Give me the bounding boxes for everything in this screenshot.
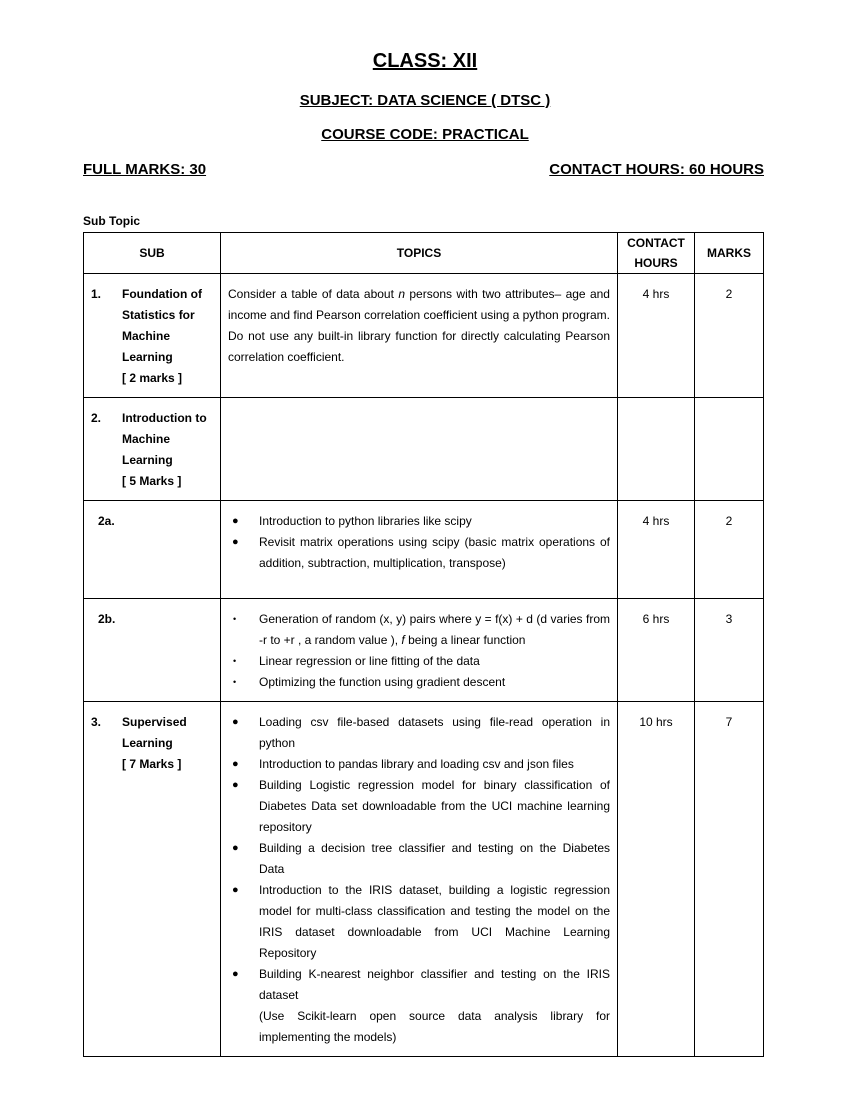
hours-cell: 10 hrs: [618, 702, 695, 1057]
subject-title: SUBJECT: DATA SCIENCE ( DTSC ): [299, 92, 551, 109]
marks-cell: 2: [695, 501, 764, 599]
column-header-sub: SUB: [84, 233, 221, 274]
column-header-contact-hours: CONTACT HOURS: [618, 233, 695, 274]
sub-topic-label: Sub Topic: [83, 214, 141, 228]
column-header-topics: TOPICS: [221, 233, 618, 274]
contact-hours-total: CONTACT HOURS: 60 HOURS: [549, 161, 764, 178]
table-row: [84, 501, 764, 599]
class-title: CLASS: XII: [372, 50, 478, 72]
topic-cell: [221, 501, 618, 599]
sub-cell: [84, 398, 221, 501]
list-item: ● Building K-nearest neighbor classifier and testing on the IRIS dataset: [232, 967, 610, 1002]
list-item: ● Building a decision tree classifier and testing on the Diabetes Data: [232, 841, 610, 876]
course-code-title: COURSE CODE: PRACTICAL: [321, 126, 529, 143]
list-item: ● Revisit matrix operations using scipy (basic matrix operations of addition, subtraction, multiplication, transpose): [232, 535, 610, 570]
hours-cell: 4 hrs: [618, 501, 695, 599]
topic-bullets: [228, 609, 610, 693]
topic-note: (Use Scikit-learn open source data analysis library for implementing the models): [259, 1009, 610, 1044]
list-item: ● Introduction to the IRIS dataset, building a logistic regression model for multi-class classification and testing the model on the IRIS dataset downloadable from UCI Machine Learning Repository: [232, 883, 610, 960]
topic-cell: [221, 599, 618, 702]
sub-marks: [ 7 Marks ]: [122, 757, 182, 771]
topic-cell: [221, 398, 618, 501]
row-number: 2.: [91, 411, 102, 425]
sub-marks: [ 2 marks ]: [122, 371, 183, 385]
syllabus-table: [83, 232, 764, 1057]
hours-cell: 6 hrs: [618, 599, 695, 702]
marks-cell: 2: [695, 274, 764, 398]
topic-cell: [221, 702, 618, 1057]
list-item: ● Loading csv file-based datasets using file-read operation in python: [232, 715, 610, 750]
sub-cell: [84, 274, 221, 398]
marks-cell: 3: [695, 599, 764, 702]
sub-title: Foundation of Statistics for Machine Learning: [122, 287, 202, 364]
sub-title: Introduction to Machine Learning: [122, 411, 207, 467]
marks-cell: 7: [695, 702, 764, 1057]
topic-bullets: [228, 712, 610, 1006]
list-item: ● Introduction to python libraries like scipy: [232, 514, 472, 528]
row-number: 1.: [91, 287, 102, 301]
list-item: ● Introduction to pandas library and loading csv and json files: [232, 757, 574, 771]
column-header-marks: MARKS: [695, 233, 764, 274]
table-header-row: [84, 233, 764, 274]
list-item: • Generation of random (x, y) pairs where y = f(x) + d (d varies from -r to +r , a random value ), f being a linear function: [233, 612, 610, 647]
marks-cell: [695, 398, 764, 501]
full-marks: FULL MARKS: 30: [83, 161, 207, 178]
topic-bullets: [228, 511, 610, 574]
list-item: • Linear regression or line fitting of the data: [233, 654, 480, 668]
row-number: 2b.: [84, 599, 221, 702]
table-row: [84, 702, 764, 1057]
topic-text: Consider a table of data about n persons with two attributes– age and income and find Pearson correlation coefficient using a python program. Do not use any built-in library function for directly calculating Pearson correlation coefficient.: [228, 287, 611, 364]
row-number: 3.: [91, 715, 102, 729]
table-row: [84, 398, 764, 501]
sub-marks: [ 5 Marks ]: [122, 474, 182, 488]
sub-title: Supervised Learning: [122, 715, 187, 750]
table-row: [84, 274, 764, 398]
hours-cell: 4 hrs: [618, 274, 695, 398]
hours-cell: [618, 398, 695, 501]
list-item: ● Building Logistic regression model for binary classification of Diabetes Data set downloadable from the UCI machine learning repository: [232, 778, 610, 834]
row-number: 2a.: [84, 501, 221, 599]
sub-cell: [84, 702, 221, 1057]
topic-cell: [221, 274, 618, 398]
list-item: • Optimizing the function using gradient descent: [233, 675, 506, 689]
table-row: [84, 599, 764, 702]
